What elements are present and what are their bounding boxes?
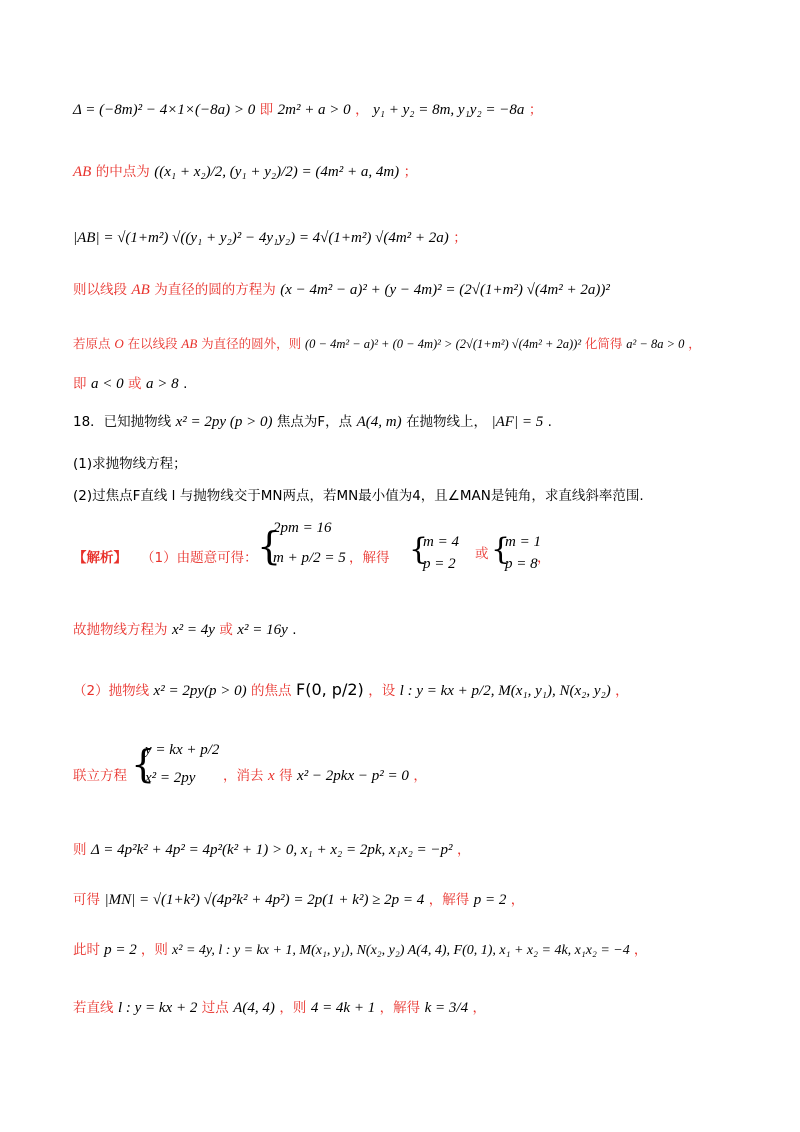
- line-circle-equation: [73, 280, 610, 300]
- text: 化简得: [584, 336, 623, 351]
- line-midpoint: [73, 162, 417, 182]
- formula: p = 2: [473, 892, 507, 908]
- solution-focus: [73, 680, 629, 701]
- text: ，解得: [379, 1000, 421, 1016]
- formula: F(0, p/2): [296, 680, 364, 699]
- text: 焦点为F，点: [276, 414, 353, 430]
- text: 即: [73, 376, 87, 392]
- segment-label: AB: [181, 336, 198, 351]
- text: .: [547, 414, 552, 430]
- formula: l : y = kx + 2: [117, 1000, 198, 1016]
- text: ，解得: [349, 550, 390, 566]
- text: ，: [472, 1000, 487, 1016]
- formula: y = kx + p/2: [145, 742, 220, 758]
- formula: x² = 2py (p > 0): [175, 414, 273, 430]
- formula: x² = 2py: [145, 770, 196, 786]
- text: 则: [73, 842, 87, 858]
- text: ；: [528, 102, 543, 118]
- solution-p-equals-2: [73, 940, 647, 961]
- line-result: [73, 374, 187, 394]
- text: 的中点为: [95, 164, 150, 180]
- formula: 2m² + a > 0: [277, 102, 351, 118]
- formula: m = 4: [423, 534, 459, 550]
- text: 则以线段: [73, 282, 127, 298]
- formula: Δ = (−8m)² − 4×1×(−8a) > 0: [73, 102, 256, 118]
- formula: |AF| = 5: [491, 414, 544, 430]
- text: ，: [456, 842, 471, 858]
- formula: |AB| = √(1+m²) √((y₁ + y₂)² − 4y₁y₂) = 4√(1+m²) √(4m² + 2a): [73, 230, 449, 246]
- formula: (0 − 4m² − a)² + (0 − 4m)² > (2√(1+m²) √(4m² + 2a))²: [304, 337, 582, 351]
- formula: A(4, m): [356, 414, 402, 430]
- text: ，解得: [428, 892, 470, 908]
- formula: x² = 4y: [171, 622, 215, 638]
- text: ；: [403, 164, 418, 180]
- formula: 4 = 4k + 1: [310, 1000, 376, 1016]
- text: 即: [259, 102, 274, 118]
- text: 或: [128, 376, 142, 392]
- text: ，: [510, 892, 525, 908]
- formula: (x − 4m² − a)² + (y − 4m)² = (2√(1+m²) √(4m² + 2a))²: [280, 282, 610, 298]
- text: 18．已知抛物线: [73, 414, 172, 430]
- text: 联立方程: [73, 768, 127, 784]
- text: ，: [688, 336, 701, 351]
- formula: x² − 2pkx − p² = 0: [297, 768, 409, 784]
- text: ，: [537, 550, 551, 566]
- text: （1）由题意可得：: [141, 550, 258, 566]
- text: （2）抛物线: [73, 683, 150, 699]
- text: 故抛物线方程为: [73, 622, 168, 638]
- text: 在以线段: [127, 336, 178, 351]
- formula: p = 2: [104, 942, 137, 958]
- text: ；: [453, 230, 467, 246]
- text: 得: [279, 768, 293, 784]
- solution-mn: [73, 890, 524, 910]
- segment-label: AB: [73, 164, 92, 180]
- line-delta: [73, 100, 542, 120]
- question-part-2: (2)过焦点F直线 l 与抛物线交于MN两点，若MN最小值为4，且∠MAN是钝角，求直线斜率范围.: [73, 488, 644, 504]
- point-label: O: [114, 336, 124, 351]
- text: 可得: [73, 892, 100, 908]
- solution-discriminant: [73, 840, 470, 860]
- text: ，消去: [223, 768, 264, 784]
- solution-tag: 【解析】: [73, 550, 127, 566]
- text: 的焦点: [251, 683, 292, 699]
- text: .: [183, 376, 188, 392]
- formula: A(4, 4): [233, 1000, 275, 1016]
- text: 或: [219, 622, 233, 638]
- formula: y₁ + y₂ = 8m, y₁y₂ = −8a: [373, 102, 525, 118]
- question-18: [73, 412, 552, 432]
- solution-line-through-a: [73, 998, 486, 1018]
- text: 若直线: [73, 1000, 114, 1016]
- formula: a < 0: [90, 376, 124, 392]
- text: 过点: [201, 1000, 229, 1016]
- formula: a > 8: [145, 376, 179, 392]
- text: 为直径的圆外，则: [201, 336, 302, 351]
- line-origin-outside: [73, 334, 701, 354]
- formula: a² − 8a > 0: [626, 337, 685, 351]
- formula: |MN| = √(1+k²) √(4p²k² + 4p²) = 2p(1 + k²) ≥ 2p = 4: [104, 892, 425, 908]
- text: ，则: [279, 1000, 307, 1016]
- segment-label: AB: [131, 282, 150, 298]
- formula: p = 2: [423, 556, 456, 572]
- text: ，: [413, 768, 427, 784]
- formula: ((x₁ + x₂)/2, (y₁ + y₂)/2) = (4m² + a, 4m): [154, 164, 400, 180]
- line-ab-length: [73, 228, 467, 248]
- text: ，: [633, 942, 648, 958]
- formula: x² = 2py(p > 0): [153, 683, 247, 699]
- variable-label: x: [267, 768, 275, 784]
- text: ，则: [140, 942, 168, 958]
- text: .: [292, 622, 297, 638]
- text: ，设: [368, 683, 396, 699]
- text: 为直径的圆的方程为: [154, 282, 276, 298]
- formula: p = 8: [505, 556, 538, 572]
- formula: m + p/2 = 5: [273, 550, 346, 566]
- text: 或: [475, 546, 489, 562]
- left-brace: {: [131, 742, 156, 786]
- left-brace: {: [257, 524, 282, 568]
- solution-parabola: [73, 620, 296, 640]
- text: 此时: [73, 942, 100, 958]
- text: ，: [615, 683, 629, 699]
- formula: Δ = 4p²k² + 4p² = 4p²(k² + 1) > 0, x₁ + x₂ = 2pk, x₁x₂ = −p²: [90, 842, 453, 858]
- formula: x² = 4y, l : y = kx + 1, M(x₁, y₁), N(x₂, y₂) A(4, 4), F(0, 1), x₁ + x₂ = 4k, x₁x₂ = −4: [172, 943, 630, 958]
- formula: x² = 16y: [237, 622, 288, 638]
- text: 在抛物线上，: [406, 414, 488, 430]
- left-brace: {: [409, 532, 429, 567]
- formula: l : y = kx + p/2, M(x₁, y₁), N(x₂, y₂): [399, 683, 611, 699]
- formula: k = 3/4: [424, 1000, 469, 1016]
- text: ，: [355, 102, 369, 118]
- formula: m = 1: [505, 534, 541, 550]
- left-brace: {: [491, 532, 511, 567]
- formula: 2pm = 16: [273, 520, 332, 536]
- text: 若原点: [73, 336, 111, 351]
- question-part-1: (1)求抛物线方程；: [73, 456, 187, 472]
